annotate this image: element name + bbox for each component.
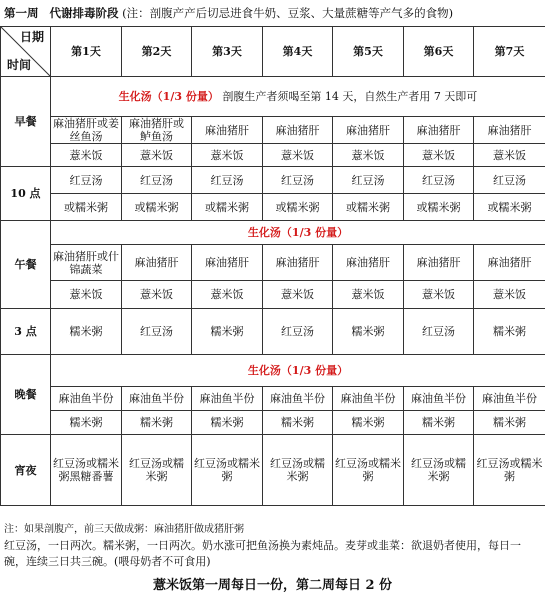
stage-label: 代谢排毒阶段 [49, 6, 119, 20]
dinner-shenghua-cell [51, 355, 545, 387]
breakfast-dish-row [1, 117, 545, 144]
table-cell: 薏米饭 [122, 144, 192, 167]
table-cell: 麻油鱼半份 [51, 387, 122, 411]
breakfast-rice-row [1, 144, 545, 167]
table-cell: 红豆汤 [263, 309, 333, 355]
note-line-1: 注：如果剖腹产，前三天做成粥：麻油猪肝做成猪肝粥 [4, 524, 244, 535]
table-cell: 麻油猪肝或姜丝鱼汤 [51, 117, 122, 144]
table-cell: 糯米粥 [192, 309, 263, 355]
table-cell: 麻油猪肝 [192, 117, 263, 144]
table-cell: 麻油猪肝 [404, 117, 474, 144]
table-cell: 麻油猪肝 [474, 117, 545, 144]
table-cell: 红豆汤 [51, 167, 122, 194]
table-cell: 红豆汤或糯米粥 [192, 435, 263, 506]
day-4-header: 第4天 [263, 27, 333, 77]
week-label: 第一周 [4, 6, 39, 20]
table-cell: 糯米粥 [333, 309, 404, 355]
ten-congee-row [1, 194, 545, 221]
table-cell: 或糯米粥 [333, 194, 404, 221]
lunch-shenghua-row [1, 221, 545, 245]
lunch-shenghua-cell [51, 221, 545, 245]
table-cell: 红豆汤或糯米粥 [474, 435, 545, 506]
table-cell: 红豆汤或糯米粥 [122, 435, 192, 506]
table-cell: 红豆汤 [404, 167, 474, 194]
table-cell: 麻油猪肝 [263, 245, 333, 281]
footer-note: 薏米饭第一周每日一份，第二周每日 2 份 [152, 578, 393, 593]
table-cell: 糯米粥 [51, 411, 122, 435]
meal-plan-table [0, 26, 545, 506]
notes-section [0, 518, 545, 570]
table-cell: 薏米饭 [263, 144, 333, 167]
table-cell: 红豆汤 [122, 309, 192, 355]
table-cell: 薏米饭 [333, 281, 404, 309]
lunch-label: 午餐 [1, 221, 51, 309]
table-cell: 麻油鱼半份 [192, 387, 263, 411]
table-cell: 红豆汤 [263, 167, 333, 194]
table-cell: 麻油鱼半份 [404, 387, 474, 411]
table-cell: 糯米粥 [474, 411, 545, 435]
table-cell: 麻油猪肝 [474, 245, 545, 281]
table-cell: 薏米饭 [404, 281, 474, 309]
table-cell: 薏米饭 [333, 144, 404, 167]
day-7-header: 第7天 [474, 27, 545, 77]
shenghua-instruction: 剖腹生产者须喝至第 14 天，自然生产者用 7 天即可 [222, 90, 478, 103]
table-cell: 或糯米粥 [192, 194, 263, 221]
table-cell: 麻油猪肝 [333, 245, 404, 281]
table-cell: 薏米饭 [192, 144, 263, 167]
table-cell: 红豆汤或糯米粥 [333, 435, 404, 506]
table-cell: 麻油猪肝 [404, 245, 474, 281]
shenghua-soup-label: 生化汤（1/3 份量） [247, 226, 349, 239]
three-label: 3 点 [1, 309, 51, 355]
table-cell: 或糯米粥 [263, 194, 333, 221]
table-cell: 薏米饭 [263, 281, 333, 309]
note-line-2: 红豆汤，一日两次。糯米粥，一日两次。奶水涨可把鱼汤换为素炖品。麦芽或韭菜：欲退奶者使用，每日一碗，连续三日共三碗。(喂母奶者不可食用) [4, 539, 521, 568]
day-3-header: 第3天 [192, 27, 263, 77]
table-cell: 薏米饭 [474, 281, 545, 309]
header-note: (注：剖腹产产后切忌进食牛奶、豆浆、大量蔗糖等产气多的食物) [122, 6, 454, 20]
table-cell: 糯米粥 [122, 411, 192, 435]
corner-cell [1, 27, 51, 77]
dinner-dish-row [1, 387, 545, 411]
day-2-header: 第2天 [122, 27, 192, 77]
table-cell: 薏米饭 [192, 281, 263, 309]
ten-label: 10 点 [1, 167, 51, 221]
table-cell: 麻油鱼半份 [263, 387, 333, 411]
table-cell: 糯米粥 [404, 411, 474, 435]
table-cell: 麻油鱼半份 [333, 387, 404, 411]
table-cell: 或糯米粥 [122, 194, 192, 221]
day-header-row [1, 27, 545, 77]
table-cell: 麻油鱼半份 [474, 387, 545, 411]
dinner-label: 晚餐 [1, 355, 51, 435]
ten-soup-row [1, 167, 545, 194]
lunch-dish-row [1, 245, 545, 281]
table-cell: 薏米饭 [51, 144, 122, 167]
corner-date-label: 日期 [19, 30, 44, 44]
table-cell: 红豆汤或糯米粥 [404, 435, 474, 506]
table-cell: 红豆汤或糯米粥黑糖番薯 [51, 435, 122, 506]
day-1-header: 第1天 [51, 27, 122, 77]
night-label: 宵夜 [1, 435, 51, 506]
shenghua-soup-label: 生化汤（1/3 份量） [247, 364, 349, 377]
breakfast-shenghua-cell [51, 77, 545, 117]
breakfast-label: 早餐 [1, 77, 51, 167]
table-cell: 或糯米粥 [404, 194, 474, 221]
table-cell: 麻油猪肝或什锦蔬菜 [51, 245, 122, 281]
day-6-header: 第6天 [404, 27, 474, 77]
table-cell: 薏米饭 [122, 281, 192, 309]
page-header [0, 0, 545, 26]
day-5-header: 第5天 [333, 27, 404, 77]
table-cell: 麻油鱼半份 [122, 387, 192, 411]
table-cell: 薏米饭 [404, 144, 474, 167]
table-cell: 红豆汤 [333, 167, 404, 194]
table-cell: 红豆汤 [192, 167, 263, 194]
dinner-congee-row [1, 411, 545, 435]
table-cell: 或糯米粥 [51, 194, 122, 221]
table-cell: 红豆汤 [474, 167, 545, 194]
table-cell: 糯米粥 [51, 309, 122, 355]
table-cell: 糯米粥 [263, 411, 333, 435]
table-cell: 麻油猪肝 [122, 245, 192, 281]
lunch-rice-row [1, 281, 545, 309]
table-cell: 麻油猪肝 [263, 117, 333, 144]
table-cell: 或糯米粥 [474, 194, 545, 221]
table-cell: 麻油猪肝或鲈鱼汤 [122, 117, 192, 144]
table-cell: 红豆汤 [122, 167, 192, 194]
table-cell: 麻油猪肝 [333, 117, 404, 144]
table-cell: 薏米饭 [474, 144, 545, 167]
table-cell: 红豆汤或糯米粥 [263, 435, 333, 506]
night-row [1, 435, 545, 506]
table-cell: 薏米饭 [51, 281, 122, 309]
three-row [1, 309, 545, 355]
shenghua-soup-label: 生化汤（1/3 份量） [118, 90, 219, 103]
dinner-shenghua-row [1, 355, 545, 387]
breakfast-shenghua-row [1, 77, 545, 117]
table-cell: 糯米粥 [192, 411, 263, 435]
table-cell: 麻油猪肝 [192, 245, 263, 281]
table-cell: 糯米粥 [474, 309, 545, 355]
table-cell: 糯米粥 [333, 411, 404, 435]
corner-time-label: 时间 [7, 58, 32, 72]
table-cell: 红豆汤 [404, 309, 474, 355]
